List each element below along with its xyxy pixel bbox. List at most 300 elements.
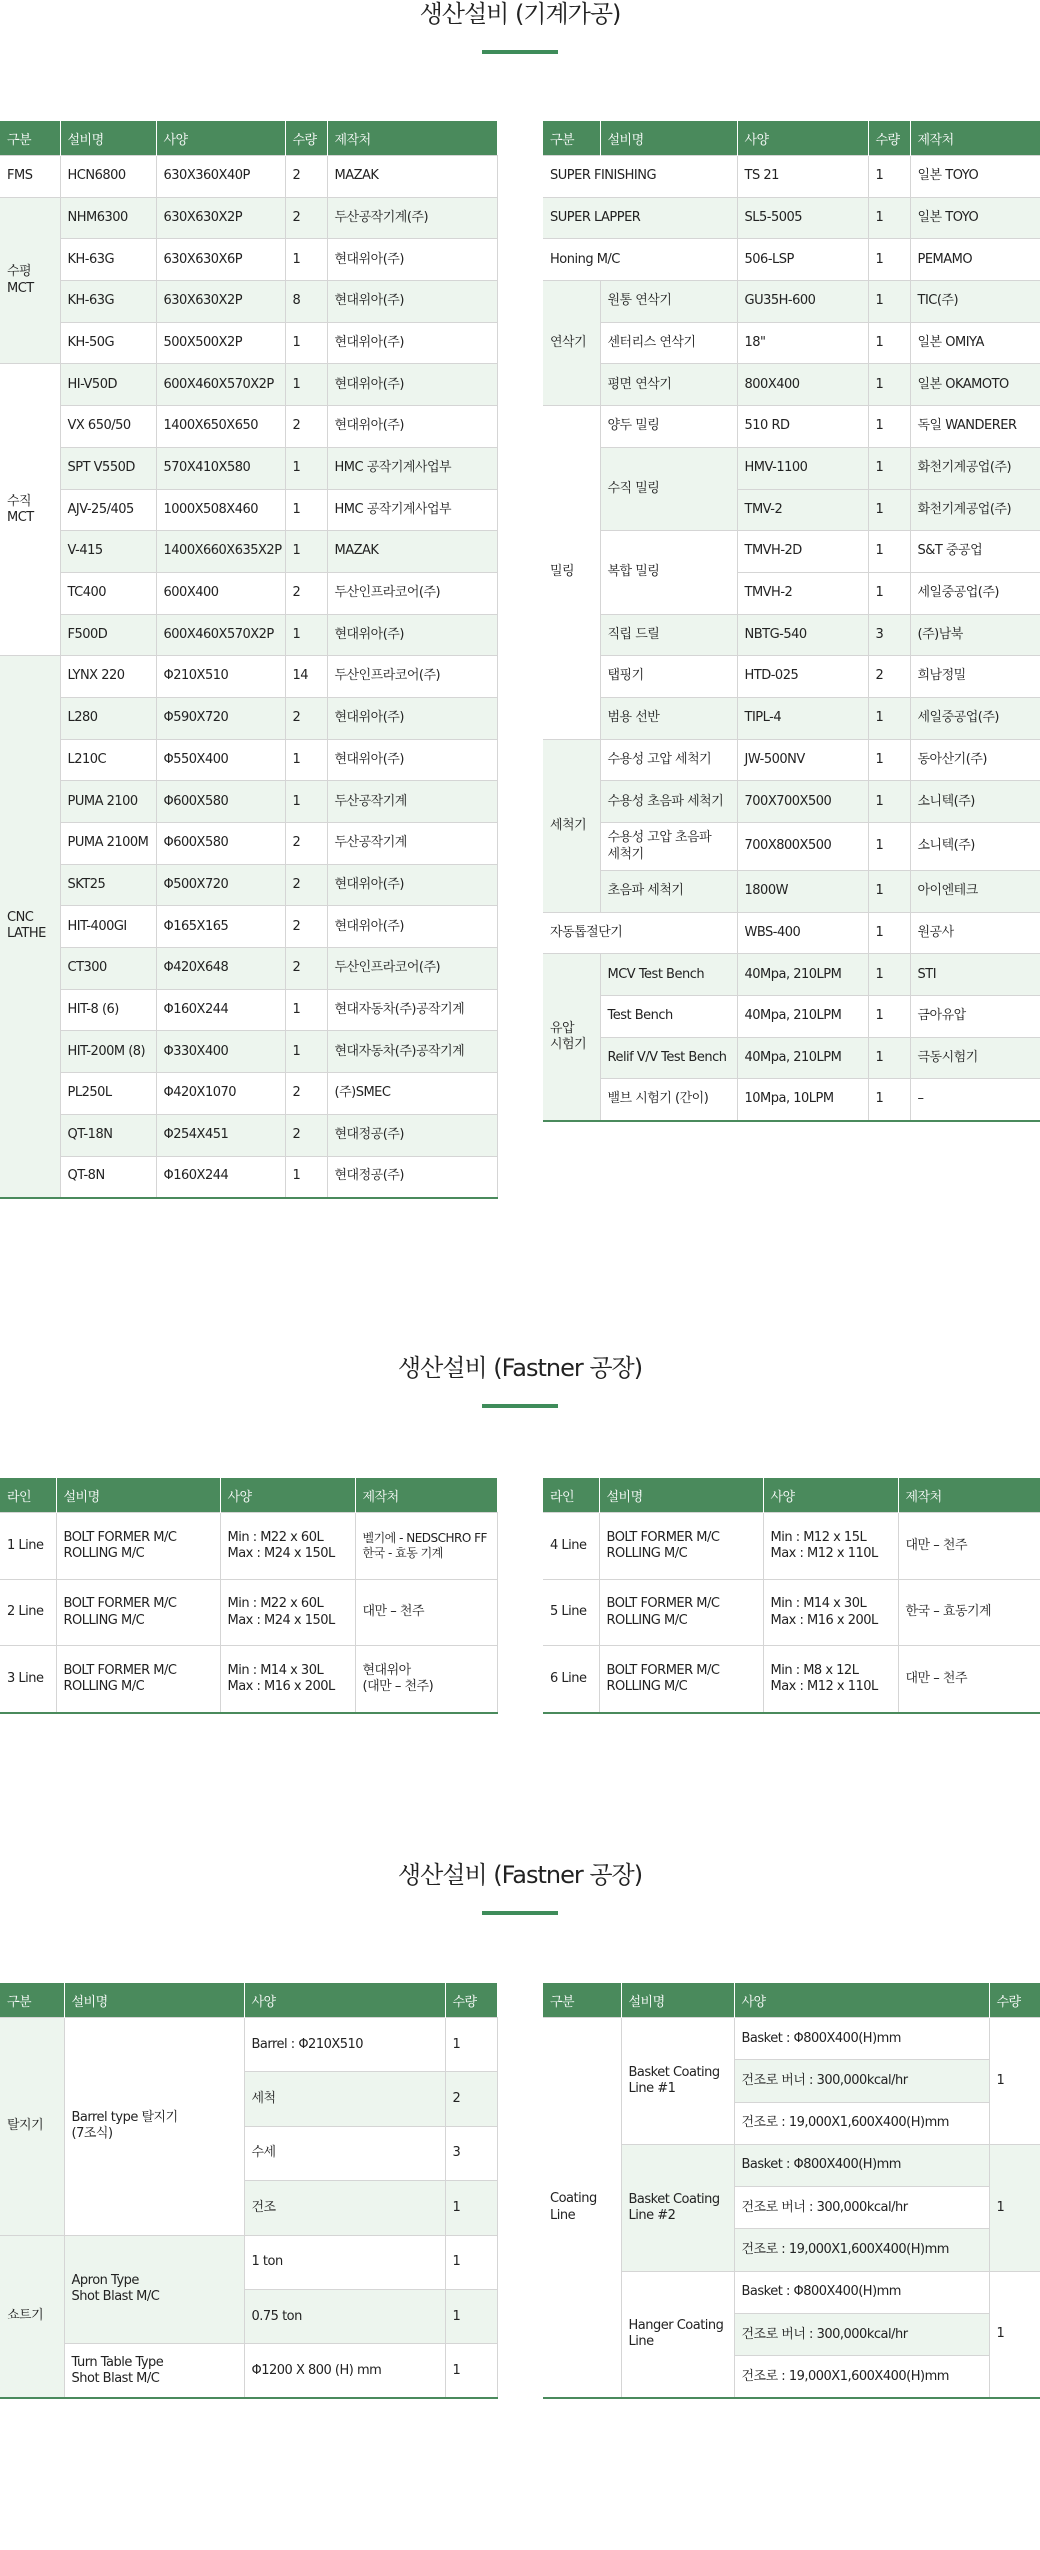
table-row [0,239,497,281]
cell-spec: Φ160X244 [156,1156,285,1198]
cell-equipment: TC400 [60,572,156,614]
cell-qty: 1 [445,2235,497,2289]
cell-qty: 3 [445,2126,497,2180]
cell-spec: 건조로 : 19,000X1,600X400(H)mm [734,2102,989,2144]
cell-equipment: NHM6300 [60,197,156,239]
table-row [543,656,1040,698]
cell-equipment: 양두 밀링 [600,406,737,448]
cell-spec: 건조로 버너 : 300,000kcal/hr [734,2187,989,2229]
table-row [543,197,1040,239]
cell-maker: – [910,1079,1040,1121]
cell-qty: 1 [868,996,910,1038]
header-line: 라인 [0,1478,56,1513]
table-row [0,406,497,448]
cell-spec: 40Mpa, 210LPM [737,954,868,996]
cell-spec: 630X630X2P [156,281,285,323]
cell-line: 3 Line [0,1646,56,1713]
cell-line: 1 Line [0,1513,56,1580]
table-row [543,447,1040,489]
cell-qty: 1 [868,781,910,823]
cell-equipment: BOLT FORMER M/C ROLLING M/C [599,1579,763,1646]
cell-spec: Φ165X165 [156,906,285,948]
cell-maker: 원공사 [910,912,1040,954]
cell-equipment: 밸브 시험기 (간이) [600,1079,737,1121]
header-spec: 사양 [737,121,868,156]
cell-equipment: 탭핑기 [600,656,737,698]
table-row [0,656,497,698]
table-row [0,322,497,364]
cell-equipment: KH-63G [60,281,156,323]
header-equipment: 설비명 [60,121,156,156]
cell-qty: 1 [868,531,910,573]
table-header-row [543,1478,1040,1513]
cell-maker: 두산인프라코어(주) [327,948,497,990]
header-spec: 사양 [734,1983,989,2018]
cell-maker: STI [910,954,1040,996]
cell-equipment: Basket Coating Line #1 [621,2018,734,2145]
cell-category: 탈지기 [0,2018,64,2236]
cell-maker: 현대정공(주) [327,1156,497,1198]
table-row [0,1579,497,1646]
cell-qty: 3 [868,614,910,656]
cell-maker: 세일중공업(주) [910,572,1040,614]
cell-spec: Φ550X400 [156,739,285,781]
table-row [0,781,497,823]
cell-qty: 1 [868,447,910,489]
table-row [543,2018,1040,2060]
cell-spec: 510 RD [737,406,868,448]
cell-spec: 10Mpa, 10LPM [737,1079,868,1121]
cell-maker: 두산공작기계 [327,781,497,823]
cell-spec: 0.75 ton [244,2289,445,2343]
cell-equipment: PUMA 2100 [60,781,156,823]
cell-spec: Basket : Φ800X400(H)mm [734,2144,989,2186]
header-equipment: 설비명 [600,121,737,156]
cell-spec: Basket : Φ800X400(H)mm [734,2018,989,2060]
cell-qty: 8 [285,281,327,323]
cell-qty: 2 [868,656,910,698]
cell-spec: 800X400 [737,364,868,406]
degreaser-shot-table [0,1983,498,2399]
cell-qty: 1 [868,697,910,739]
cell-qty: 1 [285,489,327,531]
cell-spec: Min : M14 x 30L Max : M16 x 200L [220,1646,355,1713]
cell-equipment: 직립 드릴 [600,614,737,656]
header-line: 라인 [543,1478,599,1513]
cell-maker: 일본 TOYO [910,156,1040,198]
header-maker: 제작처 [898,1478,1040,1513]
fastener-left-body [0,1513,497,1713]
cell-line: 5 Line [543,1579,599,1646]
cell-maker: 두산인프라코어(주) [327,656,497,698]
cell-equipment: 수용성 초음파 세척기 [600,781,737,823]
cell-category: 유압 시험기 [543,954,600,1121]
cell-maker: 금아유압 [910,996,1040,1038]
section-title-underline [482,1911,558,1915]
cell-spec: Φ590X720 [156,697,285,739]
section-title-fastener-2: 생산설비 (Fastner 공장) [397,1861,643,1889]
header-category: 구분 [543,1983,621,2018]
cell-maker: 대만 – 천주 [898,1646,1040,1713]
cell-category: 쇼트기 [0,2235,64,2398]
table-row [0,1156,497,1198]
cell-qty: 2 [285,197,327,239]
header-spec: 사양 [156,121,285,156]
cell-maker: 두산공작기계(주) [327,197,497,239]
cell-qty: 14 [285,656,327,698]
cell-qty: 2 [285,156,327,198]
cell-category: 연삭기 [543,281,600,406]
cell-maker: PEMAMO [910,239,1040,281]
cell-equipment: QT-18N [60,1114,156,1156]
cell-line: 6 Line [543,1646,599,1713]
cell-spec: HTD-025 [737,656,868,698]
cell-maker: 현대위아(주) [327,614,497,656]
table-row [543,871,1040,913]
cell-equipment: HIT-8 (6) [60,989,156,1031]
cell-spec: Min : M14 x 30L Max : M16 x 200L [763,1579,898,1646]
cell-equipment: Basket Coating Line #2 [621,2144,734,2271]
cell-spec: TIPL-4 [737,697,868,739]
cell-maker: 현대정공(주) [327,1114,497,1156]
cell-spec: 1 ton [244,2235,445,2289]
cell-maker: 현대위아(주) [327,739,497,781]
cell-maker: 현대위아(주) [327,281,497,323]
cell-spec: Basket : Φ800X400(H)mm [734,2271,989,2313]
cell-qty: 1 [868,197,910,239]
cell-qty: 1 [868,156,910,198]
table-row [0,1646,497,1713]
cell-qty: 1 [868,406,910,448]
cell-qty: 1 [868,871,910,913]
header-equipment: 설비명 [599,1478,763,1513]
cell-maker: 현대위아(주) [327,864,497,906]
cell-spec: SL5-5005 [737,197,868,239]
cell-spec: 건조로 버너 : 300,000kcal/hr [734,2314,989,2356]
table-row [543,823,1040,871]
cell-qty: 1 [868,281,910,323]
cell-spec: 1400X650X650 [156,406,285,448]
cell-category: 세척기 [543,739,600,912]
cell-spec: JW-500NV [737,739,868,781]
cell-equipment: SUPER FINISHING [543,156,737,198]
table-row [0,281,497,323]
cell-equipment: KH-63G [60,239,156,281]
cell-spec: 700X800X500 [737,823,868,871]
cell-maker: 화천기계공업(주) [910,489,1040,531]
cell-maker: 벨기에 - NEDSCHRO FF 한국 - 효동 기계 [355,1513,497,1580]
cell-line: 2 Line [0,1579,56,1646]
cell-equipment: HI-V50D [60,364,156,406]
cell-maker: 현대위아(주) [327,406,497,448]
cell-spec: 40Mpa, 210LPM [737,996,868,1038]
table-row [0,823,497,865]
cell-maker: (주)남북 [910,614,1040,656]
table-header-row [0,121,497,156]
cell-qty: 1 [285,531,327,573]
cell-qty: 2 [285,1114,327,1156]
cell-equipment: 수용성 고압 초음파 세척기 [600,823,737,871]
cell-qty: 1 [989,2144,1040,2271]
table-row [0,1513,497,1580]
section-title-machining: 생산설비 (기계가공) [419,0,621,28]
cell-maker: TIC(주) [910,281,1040,323]
cell-qty: 2 [285,906,327,948]
cell-equipment: Relif V/V Test Bench [600,1037,737,1079]
cell-equipment: BOLT FORMER M/C ROLLING M/C [599,1513,763,1580]
cell-qty: 1 [285,322,327,364]
cell-equipment: Apron Type Shot Blast M/C [64,2235,244,2344]
table-row [0,864,497,906]
table-row [0,614,497,656]
cell-spec: 수세 [244,2126,445,2180]
cell-spec: Φ1200 X 800 (H) mm [244,2344,445,2398]
cell-spec: 40Mpa, 210LPM [737,1037,868,1079]
header-maker: 제작처 [355,1478,497,1513]
cell-spec: 600X460X570X2P [156,364,285,406]
cell-spec: 630X630X6P [156,239,285,281]
cell-spec: 건조 [244,2181,445,2235]
table-row [543,281,1040,323]
cell-qty: 1 [445,2344,497,2398]
table-row [543,1079,1040,1121]
table-row [543,912,1040,954]
cell-spec: 500X500X2P [156,322,285,364]
cell-category: 밀링 [543,406,600,740]
table-row [543,156,1040,198]
table-header-row [0,1478,497,1513]
cell-equipment: BOLT FORMER M/C ROLLING M/C [599,1646,763,1713]
header-equipment: 설비명 [621,1983,734,2018]
cell-spec: 18" [737,322,868,364]
cell-spec: 700X700X500 [737,781,868,823]
cell-maker: HMC 공작기계사업부 [327,447,497,489]
cell-spec: TMV-2 [737,489,868,531]
table-row [543,406,1040,448]
cell-qty: 1 [989,2018,1040,2145]
cell-qty: 2 [285,823,327,865]
cell-equipment: SUPER LAPPER [543,197,737,239]
cell-spec: 630X630X2P [156,197,285,239]
cell-equipment: 평면 연삭기 [600,364,737,406]
cell-equipment: Honing M/C [543,239,737,281]
cell-qty: 1 [989,2271,1040,2398]
table-header-row [0,1983,497,2018]
cell-spec: 1400X660X635X2P [156,531,285,573]
cell-maker: HMC 공작기계사업부 [327,489,497,531]
cell-equipment: HIT-200M (8) [60,1031,156,1073]
cell-maker: 대만 – 천주 [898,1513,1040,1580]
cell-qty: 1 [868,823,910,871]
cell-maker: 현대위아(주) [327,906,497,948]
cell-maker: 현대위아 (대만 – 천주) [355,1646,497,1713]
cell-equipment: SPT V550D [60,447,156,489]
cell-spec: Min : M12 x 15L Max : M12 x 110L [763,1513,898,1580]
cell-spec: Barrel : Φ210X510 [244,2018,445,2072]
cell-qty: 1 [868,489,910,531]
table-row [0,2018,497,2072]
cell-equipment: MCV Test Bench [600,954,737,996]
cell-maker: 대만 – 천주 [355,1579,497,1646]
cell-category: Coating Line [543,2018,621,2399]
cell-equipment: VX 650/50 [60,406,156,448]
table-row [543,322,1040,364]
cell-qty: 1 [868,1037,910,1079]
header-category: 구분 [0,121,60,156]
cell-equipment: 범용 선반 [600,697,737,739]
table-row [543,531,1040,573]
cell-maker: 화천기계공업(주) [910,447,1040,489]
cell-qty: 1 [868,1079,910,1121]
cell-spec: Φ210X510 [156,656,285,698]
cell-qty: 1 [445,2018,497,2072]
cell-equipment: QT-8N [60,1156,156,1198]
cell-qty: 1 [445,2289,497,2343]
cell-maker: 두산공작기계 [327,823,497,865]
cell-maker: 현대자동차(주)공작기계 [327,1031,497,1073]
header-category: 구분 [543,121,600,156]
cell-maker: 극동시험기 [910,1037,1040,1079]
cell-equipment: Test Bench [600,996,737,1038]
cell-maker: 현대위아(주) [327,697,497,739]
cell-equipment: L280 [60,697,156,739]
header-spec: 사양 [244,1983,445,2018]
table-row [543,1646,1040,1713]
cell-equipment: CT300 [60,948,156,990]
cell-spec: Φ600X580 [156,781,285,823]
table-row [0,1114,497,1156]
machining-table-left [0,121,498,1199]
cell-equipment: 초음파 세척기 [600,871,737,913]
cell-spec: Min : M22 x 60L Max : M24 x 150L [220,1513,355,1580]
cell-spec: NBTG-540 [737,614,868,656]
fastener-right-body [543,1513,1040,1713]
table-row [0,906,497,948]
cell-equipment: BOLT FORMER M/C ROLLING M/C [56,1579,220,1646]
cell-spec: GU35H-600 [737,281,868,323]
table-row [543,1513,1040,1580]
cell-maker: 소니텍(주) [910,823,1040,871]
table-row [543,239,1040,281]
table-header-row [543,1983,1040,2018]
cell-qty: 1 [285,739,327,781]
coating-line-table [543,1983,1040,2399]
table-row [0,948,497,990]
cell-qty: 1 [868,739,910,781]
cell-qty: 1 [868,954,910,996]
cell-spec: Φ254X451 [156,1114,285,1156]
cell-equipment: V-415 [60,531,156,573]
table-row [543,996,1040,1038]
machining-left-body [0,156,497,1198]
cell-spec: 세척 [244,2072,445,2126]
table-row [543,739,1040,781]
table-row [543,1579,1040,1646]
cell-maker: 아이엔테크 [910,871,1040,913]
cell-category: 수평 MCT [0,197,60,364]
table-row [0,2235,497,2289]
cell-maker: 세일중공업(주) [910,697,1040,739]
cell-qty: 2 [445,2072,497,2126]
table-row [0,697,497,739]
cell-qty: 1 [868,322,910,364]
table-row [0,1073,497,1115]
cell-spec: Φ160X244 [156,989,285,1031]
cell-equipment: Turn Table Type Shot Blast M/C [64,2344,244,2398]
cell-qty: 1 [285,239,327,281]
table-row [0,989,497,1031]
cell-equipment: Barrel type 탈지기 (7조식) [64,2018,244,2236]
cell-spec: HMV-1100 [737,447,868,489]
cell-maker: 한국 – 효동기계 [898,1579,1040,1646]
cell-equipment: BOLT FORMER M/C ROLLING M/C [56,1513,220,1580]
cell-equipment: PUMA 2100M [60,823,156,865]
header-maker: 제작처 [910,121,1040,156]
table-row [543,697,1040,739]
cell-spec: 630X360X40P [156,156,285,198]
table-row [543,1037,1040,1079]
cell-qty: 1 [868,572,910,614]
cell-spec: 1000X508X460 [156,489,285,531]
cell-equipment: 복합 밀링 [600,531,737,614]
cell-maker: 현대자동차(주)공작기계 [327,989,497,1031]
cell-equipment: 수직 밀링 [600,447,737,530]
cell-equipment: BOLT FORMER M/C ROLLING M/C [56,1646,220,1713]
cell-spec: Min : M22 x 60L Max : M24 x 150L [220,1579,355,1646]
cell-equipment: 자동톱절단기 [543,912,737,954]
table-row [543,954,1040,996]
cell-spec: Φ600X580 [156,823,285,865]
fastener-table-left [0,1478,498,1714]
cell-spec: 1800W [737,871,868,913]
cell-maker: MAZAK [327,156,497,198]
cell-qty: 2 [285,697,327,739]
cell-qty: 1 [285,364,327,406]
table-row [0,2344,497,2398]
cell-spec: 건조로 : 19,000X1,600X400(H)mm [734,2229,989,2271]
cell-maker: 현대위아(주) [327,239,497,281]
cell-qty: 2 [285,948,327,990]
cell-spec: TMVH-2 [737,572,868,614]
cell-spec: Φ420X1070 [156,1073,285,1115]
machining-table-right [543,121,1040,1122]
cell-category: FMS [0,156,60,198]
header-qty: 수량 [285,121,327,156]
cell-equipment: F500D [60,614,156,656]
cell-spec: TMVH-2D [737,531,868,573]
cell-equipment: SKT25 [60,864,156,906]
cell-equipment: 원통 연삭기 [600,281,737,323]
header-spec: 사양 [763,1478,898,1513]
cell-qty: 1 [285,781,327,823]
cell-maker: S&T 중공업 [910,531,1040,573]
table-row [0,447,497,489]
cell-spec: Φ420X648 [156,948,285,990]
cell-qty: 2 [285,864,327,906]
cell-qty: 2 [285,1073,327,1115]
table-row [543,364,1040,406]
header-qty: 수량 [445,1983,497,2018]
table-row [0,197,497,239]
cell-spec: Min : M8 x 12L Max : M12 x 110L [763,1646,898,1713]
cell-qty: 1 [868,239,910,281]
table-row [0,572,497,614]
table-row [0,156,497,198]
coating-line-body [543,2018,1040,2399]
cell-qty: 1 [285,614,327,656]
cell-qty: 1 [868,364,910,406]
cell-maker: 일본 TOYO [910,197,1040,239]
